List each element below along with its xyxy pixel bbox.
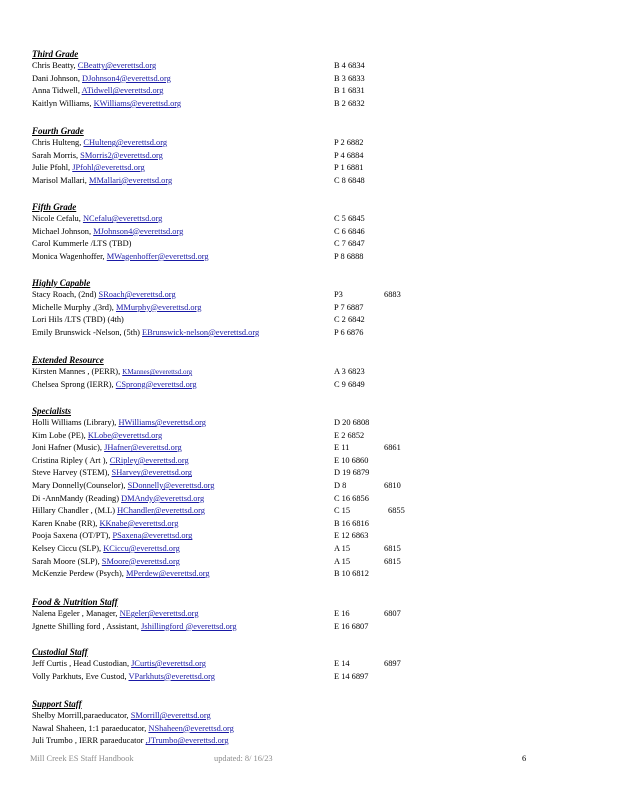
room-extension: P 8 6888 [334, 251, 364, 261]
footer-handbook-title: Mill Creek ES Staff Handbook [30, 754, 134, 763]
staff-name: Carol Kummerle /LTS (TBD) [32, 239, 132, 249]
section-heading: Extended Resource [32, 355, 104, 365]
staff-name: Michael Johnson, [32, 226, 92, 236]
section-third-grade [32, 48, 592, 110]
section-specialists [32, 405, 592, 581]
staff-email-link[interactable]: ATidwell@everettsd.org [81, 86, 164, 96]
section-heading: Specialists [32, 406, 72, 416]
room-extension: B 16 6816 [334, 518, 369, 528]
staff-email-link[interactable]: KKnabe@everettsd.org [99, 518, 179, 528]
room-extension: E 2 6852 [334, 430, 365, 440]
staff-email-link[interactable]: MMurphy@everettsd.org [115, 302, 202, 312]
section-custodial-staff [32, 646, 592, 683]
staff-row [32, 417, 592, 430]
room-extension: B 3 6833 [334, 73, 365, 83]
room-extension: C 8 6848 [334, 175, 365, 185]
room-extension: B 10 6812 [334, 569, 369, 579]
extension-number: 6897 [384, 659, 401, 668]
staff-email-link[interactable]: SMorrill@everettsd.org [130, 711, 211, 720]
section-support-staff [32, 698, 592, 748]
room-extension: C 5 6845 [334, 214, 365, 223]
staff-email-link[interactable]: NShaheen@everettsd.org [148, 723, 234, 733]
staff-name: Juli Trumbo , IERR paraeducator [32, 736, 144, 746]
room-extension: C 2 6842 [334, 315, 365, 325]
room-extension: P 2 6882 [334, 138, 364, 147]
room-extension: E 16 6807 [334, 621, 369, 631]
room-extension: E 14 [334, 659, 350, 668]
staff-row [32, 366, 592, 379]
staff-name: Volly Parkhuts, Eve Custod, [32, 671, 127, 681]
room-extension: A 15 [334, 543, 351, 553]
room-extension: E 10 6860 [334, 455, 369, 465]
staff-row [32, 162, 592, 175]
staff-row [32, 379, 592, 392]
room-extension: C 7 6847 [334, 239, 365, 249]
room-extension: B 4 6834 [334, 61, 365, 70]
page-footer [30, 752, 530, 766]
staff-name: Holli Williams (Library), [32, 418, 117, 427]
staff-row [32, 568, 592, 581]
room-extension: A 3 6823 [334, 367, 365, 376]
staff-row [32, 175, 592, 188]
staff-email-link[interactable]: CRipley@everettsd.org [109, 455, 189, 465]
section-heading: Custodial Staff [32, 647, 88, 657]
staff-name: Steve Harvey (STEM), [32, 468, 110, 478]
staff-row [32, 314, 592, 327]
room-extension: A 15 [334, 556, 351, 566]
section-heading: Support Staff [32, 699, 82, 709]
staff-email-link[interactable]: MMallari@everettsd.org [89, 175, 173, 185]
staff-row [32, 327, 592, 340]
staff-email-link[interactable]: JCurtis@everettsd.org [131, 659, 206, 668]
staff-name: Joni Hafner (Music), [32, 443, 103, 453]
staff-name: Emily Brunswick -Nelson, (5th) [32, 327, 140, 337]
staff-name: Karen Knabe (RR), [32, 518, 98, 528]
staff-email-link[interactable]: Jshillingford @everettsd.org [141, 621, 237, 631]
staff-email-link[interactable]: JHafner@everettsd.org [104, 443, 182, 453]
staff-row [32, 238, 592, 251]
staff-name: Jeff Curtis , Head Custodian, [32, 659, 130, 668]
staff-name: Stacy Roach, (2nd) [32, 290, 97, 299]
staff-name: Pooja Saxena (OT/PT), [32, 531, 111, 541]
staff-name: Shelby Morrill,paraeducator, [32, 711, 129, 720]
staff-name: Nalena Egeler , Manager, [32, 609, 118, 618]
staff-email-link[interactable]: CSprong@everettsd.org [115, 379, 197, 389]
staff-email-link[interactable]: CBeatty@everettsd.org [77, 61, 157, 70]
staff-name: Anna Tidwell, [32, 86, 80, 96]
room-extension: P 1 6881 [334, 163, 364, 173]
staff-row [32, 213, 592, 226]
extension-number: 6855 [388, 506, 405, 516]
staff-row [32, 658, 592, 671]
staff-row [32, 73, 592, 86]
page-number: 6 [522, 754, 527, 763]
staff-email-link[interactable]: MJohnson4@everettsd.org [93, 226, 184, 236]
staff-row [32, 251, 592, 264]
staff-email-link[interactable]: NCefalu@everettsd.org [82, 214, 163, 223]
staff-row [32, 543, 592, 556]
staff-email-link[interactable]: KWilliams@everettsd.org [93, 98, 182, 108]
staff-row [32, 455, 592, 468]
room-extension: E 11 [334, 443, 350, 453]
staff-name: Dani Johnson, [32, 73, 80, 83]
section-heading: Highly Capable [32, 278, 91, 288]
staff-email-link[interactable]: ,JTrumbo@everettsd.org [145, 736, 229, 746]
extension-number: 6807 [384, 609, 401, 618]
staff-row [32, 98, 592, 111]
room-extension: D 20 6808 [334, 418, 370, 427]
section-heading: Fourth Grade [32, 126, 84, 136]
room-extension: P 6 6876 [334, 327, 364, 337]
room-extension: B 2 6832 [334, 98, 365, 108]
staff-email-link[interactable]: KLobe@everettsd.org [87, 430, 163, 440]
staff-row [32, 467, 592, 480]
staff-row [32, 430, 592, 443]
staff-row [32, 505, 592, 518]
staff-email-link[interactable]: CHulteng@everettsd.org [83, 138, 168, 147]
room-extension: C 16 6856 [334, 493, 369, 503]
room-extension: B 1 6831 [334, 86, 365, 96]
staff-row [32, 621, 592, 634]
section-heading: Third Grade [32, 49, 79, 59]
staff-email-link[interactable]: MWagenhoffer@everettsd.org [106, 251, 209, 261]
room-extension: P 7 6887 [334, 302, 364, 312]
staff-name: Hillary Chandler , (M.L) [32, 506, 116, 516]
staff-row [32, 442, 592, 455]
staff-email-link[interactable]: VParkhuts@everettsd.org [128, 671, 215, 681]
staff-name: Mary Donnelly(Counselor), [32, 480, 126, 490]
staff-row [32, 518, 592, 531]
room-extension: E 16 [334, 609, 350, 618]
section-extended-resource [32, 354, 592, 391]
staff-name: Nicole Cefalu, [32, 214, 81, 223]
staff-row [32, 226, 592, 239]
room-extension: C 9 6849 [334, 379, 365, 389]
staff-name: Kirsten Mannes , (PERR), [32, 367, 121, 376]
staff-name: Chris Beatty, [32, 61, 76, 70]
staff-email-link[interactable]: PSaxena@everettsd.org [112, 531, 193, 541]
staff-row [32, 60, 592, 73]
staff-row [32, 150, 592, 163]
staff-name: Michelle Murphy ,(3rd), [32, 302, 114, 312]
staff-row [32, 710, 592, 723]
room-extension: C 6 6846 [334, 226, 365, 236]
staff-name: Chris Hulteng, [32, 138, 82, 147]
extension-number: 6815 [384, 556, 401, 566]
staff-name: Kaitlyn Williams, [32, 98, 92, 108]
staff-name: Kelsey Ciccu (SLP), [32, 543, 102, 553]
room-extension: P3 [334, 290, 343, 299]
extension-number: 6883 [384, 290, 401, 299]
staff-email-link[interactable]: SRoach@everettsd.org [98, 290, 176, 299]
staff-email-link[interactable]: DMAndy@everettsd.org [121, 493, 205, 503]
section-food-nutrition-staff [32, 596, 592, 633]
room-extension: C 15 [334, 506, 351, 516]
staff-row [32, 608, 592, 621]
staff-email-link[interactable]: SMorris2@everettsd.org [80, 150, 163, 160]
staff-name: Di -AnnMandy (Reading) [32, 493, 119, 503]
staff-email-link[interactable]: MPerdew@everettsd.org [125, 569, 210, 579]
staff-name: Jgnette Shilling ford , Assistant, [32, 621, 140, 631]
staff-email-link[interactable]: KCiccu@everettsd.org [103, 543, 180, 553]
section-fifth-grade [32, 201, 592, 263]
staff-name: Nawal Shaheen, 1:1 paraeducator, [32, 723, 147, 733]
footer-updated-date: updated: 8/ 16/23 [214, 754, 273, 763]
room-extension: E 14 6897 [334, 671, 369, 681]
staff-name: Sarah Moore (SLP), [32, 556, 100, 566]
staff-email-link[interactable]: KMannes@everettsd.org [122, 368, 193, 376]
section-fourth-grade [32, 125, 592, 187]
staff-email-link[interactable]: JPfohl@everettsd.org [72, 163, 145, 173]
staff-name: Marisol Mallari, [32, 175, 87, 185]
staff-row [32, 302, 592, 315]
staff-row [32, 556, 592, 569]
staff-email-link[interactable]: NEgeler@everettsd.org [119, 609, 199, 618]
room-extension: D 19 6879 [334, 468, 370, 478]
room-extension: E 12 6863 [334, 531, 369, 541]
staff-name: Monica Wagenhoffer, [32, 251, 105, 261]
staff-email-link[interactable]: SMoore@everettsd.org [101, 556, 180, 566]
room-extension: P 4 6884 [334, 150, 364, 160]
staff-email-link[interactable]: HChandler@everettsd.org [117, 506, 205, 516]
staff-email-link[interactable]: SHarvey@everettsd.org [111, 468, 192, 478]
extension-number: 6861 [384, 443, 401, 453]
staff-name: Kim Lobe (PE), [32, 430, 86, 440]
room-extension: D 8 [334, 480, 347, 490]
staff-name: Julie Pfohl, [32, 163, 71, 173]
staff-name: Chelsea Sprong (IERR), [32, 379, 114, 389]
staff-row [32, 289, 592, 302]
staff-row [32, 137, 592, 150]
staff-row [32, 671, 592, 684]
staff-row [32, 723, 592, 736]
section-highly-capable [32, 277, 592, 339]
staff-email-link[interactable]: HWilliams@everettsd.org [118, 418, 206, 427]
staff-row [32, 85, 592, 98]
staff-name: Sarah Morris, [32, 150, 79, 160]
staff-row [32, 735, 592, 748]
staff-name: Cristina Ripley ( Art ), [32, 455, 108, 465]
section-heading: Fifth Grade [32, 202, 77, 212]
staff-email-link[interactable]: EBrunswick-nelson@everettsd.org [142, 327, 260, 337]
staff-email-link[interactable]: SDonnelly@everettsd.org [127, 480, 215, 490]
staff-row [32, 530, 592, 543]
section-heading: Food & Nutrition Staff [32, 597, 118, 607]
extension-number: 6815 [384, 543, 401, 553]
staff-row [32, 493, 592, 506]
staff-name: Lori Hils /LTS (TBD) (4th) [32, 315, 124, 325]
staff-row [32, 480, 592, 493]
staff-email-link[interactable]: DJohnson4@everettsd.org [82, 73, 171, 83]
staff-name: McKenzie Perdew (Psych), [32, 569, 124, 579]
extension-number: 6810 [384, 480, 401, 490]
